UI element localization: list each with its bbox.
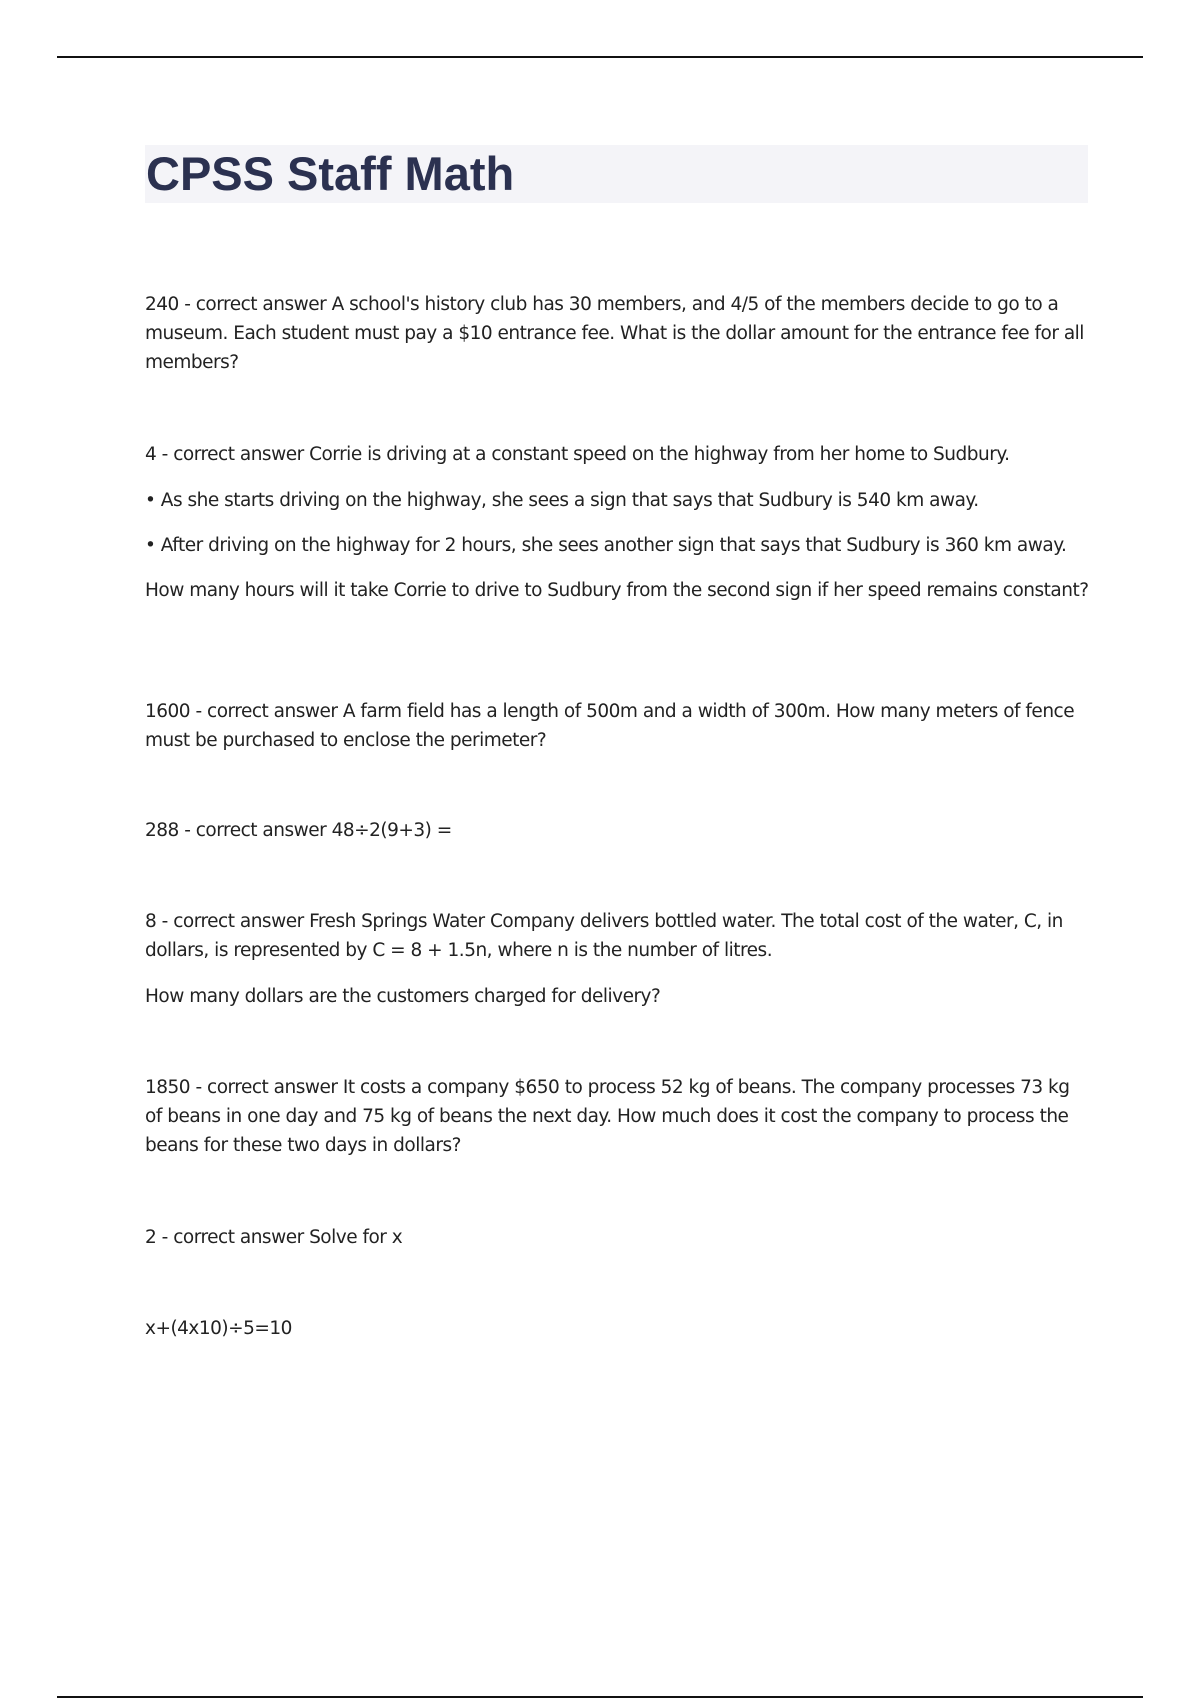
question-4: 288 - correct answer 48÷2(9+3) = — [145, 820, 452, 841]
question-2-question: How many hours will it take Corrie to drive to Sudbury from the second sign if her speed remains constant? — [145, 580, 1089, 601]
question-2-bullet-1: • As she starts driving on the highway, she sees a sign that says that Sudbury is 540 km away. — [145, 490, 979, 511]
question-7-equation: x+(4x10)÷5=10 — [145, 1318, 292, 1339]
question-7: 2 - correct answer Solve for x — [145, 1227, 403, 1248]
question-6: 1850 - correct answer It costs a company $650 to process 52 kg of beans. The company processes 73 kg of beans in one day and 75 kg of beans the next day. How much does it cost the company to process the beans for these two days in dollars? — [145, 1077, 1070, 1156]
question-1: 240 - correct answer A school's history club has 30 members, and 4/5 of the members decide to go to a museum. Each student must pay a $10 entrance fee. What is the dollar amount for the entrance fee for all members? — [145, 294, 1084, 373]
question-3: 1600 - correct answer A farm field has a length of 500m and a width of 300m. How many meters of fence must be purchased to enclose the perimeter? — [145, 701, 1075, 751]
question-2-bullet-2: • After driving on the highway for 2 hours, she sees another sign that says that Sudbury is 360 km away. — [145, 535, 1067, 556]
question-2-intro: 4 - correct answer Corrie is driving at a constant speed on the highway from her home to Sudbury. — [145, 444, 1010, 465]
bottom-rule — [57, 1696, 1143, 1698]
page-title: CPSS Staff Math — [146, 147, 515, 200]
question-5-question: How many dollars are the customers charged for delivery? — [145, 986, 661, 1007]
top-rule — [57, 56, 1143, 58]
question-5-intro: 8 - correct answer Fresh Springs Water Company delivers bottled water. The total cost of the water, C, in dollars, is represented by C = 8 + 1.5n, where n is the number of litres. — [145, 911, 1063, 961]
